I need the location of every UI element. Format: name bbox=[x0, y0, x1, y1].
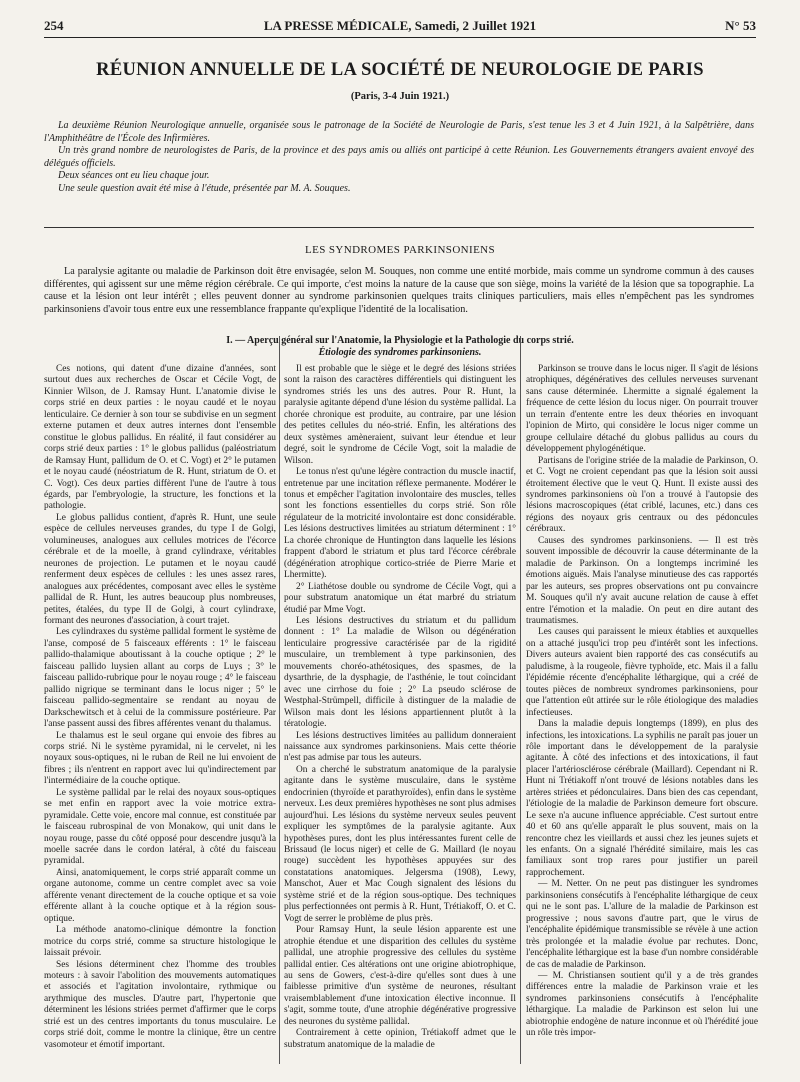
column-paragraph: Il est probable que le siège et le degré des lésions striées sont la raison des caractères différentiels qui distinguent les syndromes striés les uns des autres. Pour R. Hunt, la paralysie agitante dépend d'une lésion du système pallidal. La chorée chronique est produite, au contraire, par une lésion des petites cellules du néo-strié. Enfin, les altérations des deux systèmes amèneraient, suivant leur étendue et leur degré, soit le syndrome de Cécile Vogt, soit la maladie de Wilson. bbox=[284, 364, 516, 466]
page-number: 254 bbox=[44, 18, 64, 33]
column-paragraph: Pour Ramsay Hunt, la seule lésion apparente est une atrophie étendue et une disparition des cellules du système pallidal, une atrophie progressive des cellules du système pallidal entier. Ces altérations ont une origine abiotrophique, au sens de Gowers, c'est-à-dire qu'elles sont dues à une faiblesse primitive d'un système de neurones, résultant vraisemblablement d'une intoxication élective inconnue. Il s'agit, somme toute, d'une atrophie dégénérative progressive des neurones du système pallidal. bbox=[284, 925, 516, 1027]
subsection-heading bbox=[44, 335, 756, 359]
lead-paragraph: La paralysie agitante ou maladie de Parkinson doit être envisagée, selon M. Souques, non comme une entité morbide, mais comme un syndrome commun à des causes différentes, qui agissent sur une même région cérébrale. Ce qui importe, c'est moins la nature de la cause que son siège, moins la variété de la lésion que sa topographie. La cause et la lésion ont leur intérêt ; elles peuvent donner au syndrome parkinsonien quelques traits cliniques particuliers, mais elles n'empêchent pas les syndromes parkinsoniens d'avoir tous entre eux une ressemblance frappante qu'explique l'identité de la localisation. bbox=[44, 266, 754, 315]
column-paragraph: Dans la maladie depuis longtemps (1899), en plus des infections, les intoxications. La syphilis ne paraît pas jouer un rôle important dans le développement de la paralysie agitante. À côté des infections et des intoxications, il faut placer l'artériosclérose cérébrale (Maillard). Cependant ni R. Hunt ni Trétiakoff n'ont trouvé de lésions notables dans les artères striées et pédonculaires. Dans bien des cas cependant, l'étiologie de la maladie de Parkinson demeure fort obscure. Le sexe n'a aucune influence appréciable. C'est surtout entre 40 et 60 ans qu'elle apparaît le plus souvent, mais on la rencontre chez les vieillards et aussi chez les jeunes sujets et les enfants. On a signalé l'hérédité similaire, mais les cas familiaux sont trop rares pour justifier un pareil rapprochement. bbox=[526, 719, 758, 878]
issue-number: N° 53 bbox=[725, 18, 756, 33]
lead-block bbox=[44, 266, 754, 316]
column-paragraph: Les lésions destructives limitées au pallidum donneraient naissance aux syndromes parkinsoniens. Mais cette théorie n'est pas admise par tous les auteurs. bbox=[284, 730, 516, 764]
intro-paragraph: Un très grand nombre de neurologistes de Paris, de la province et des pays amis ou alliés ont participé à cette Réunion. Les Gouvernements étrangers avaient envoyé des délégués officiels. bbox=[44, 145, 754, 169]
column-rule bbox=[520, 336, 521, 1064]
column-paragraph: Les causes qui paraissent le mieux établies et auxquelles on a attaché jusqu'ici trop peu d'intérêt sont les infections. Divers auteurs avaient bien rapporté des cas consécutifs au paludisme, à la rougeole, fièvre typhoïde, etc. Mais il a fallu l'épidémie récente d'encéphalite léthargique, qui a créé de toutes pièces de nombreux syndromes parkinsoniens, pour que l'attention eût attirée sur le rôle étiologique des maladies infectieuses. bbox=[526, 627, 758, 718]
text-column-2 bbox=[284, 364, 516, 1051]
column-paragraph: Ces notions, qui datent d'une dizaine d'années, sont surtout dues aux recherches de Oscar et Cécile Vogt, de Kinnier Wilson, de J. Ramsay Hunt. L'anatomie divise le corps strié en deux parties : le noyau caudé et le noyau lenticulaire. Ce dernier à son tour se subdivise en un segment externe putamen et deux autres internes dont l'ensemble constitue le globus pallidus. En réalité, il faut considérer au corps strié deux parties : 1° le globus pallidus (paléostriatum de Ramsay Hunt, pallidum de O. et C. Vogt) et 2° le putamen et le noyau caudé (néostriatum de R. Hunt, striatum de O. et C. Vogt). Ces deux parties diffèrent l'une de l'autre à tous égards, par l'embryologie, la structure, les fonctions et la pathologie. bbox=[44, 364, 276, 512]
column-paragraph: Partisans de l'origine striée de la maladie de Parkinson, O. et C. Vogt ne croient cependant pas que la lésion soit aussi étroitement élective que le veut Q. Hunt. Il existe aussi des syndromes parkinsoniens où l'on a trouvé à l'autopsie des lésions macroscopiques (état criblé, lacunes, etc.) dans ces régions des noyaux gris centraux ou des pédoncules cérébraux. bbox=[526, 455, 758, 535]
article-title: RÉUNION ANNUELLE DE LA SOCIÉTÉ DE NEUROLOGIE DE PARIS bbox=[96, 60, 704, 80]
intro-paragraph: Deux séances ont eu lieu chaque jour. bbox=[58, 170, 210, 182]
intro-paragraph: La deuxième Réunion Neurologique annuelle, organisée sous le patronage de la Société de Neurologie de Paris, s'est tenue les 3 et 4 Juin 1921, à la Salpêtrière, dans l'Amphithéâtre de l'École des Infirmières. bbox=[44, 120, 754, 144]
column-paragraph: On a cherché le substratum anatomique de la paralysie agitante dans le système musculaire, dans le système endocrinien (thyroïde et parathyroïdes), enfin dans le système nerveux. Les deux premières hypothèses ne sont plus admises aujourd'hui. Les lésions du système nerveux seules peuvent expliquer les symptômes de la paralysie agitante. Aux hypothèses pures, dont les plus intéressantes furent celle de Brissaud (le locus niger) et celle de G. Maillard (le noyau rouge) succèdent les hypothèses appuyées sur des constatations anatomiques. Jelgersma (1908), Lewy, Manschot, Auer et Mac Cough signalent des lésions du système strié et de la région sous-optique. Des techniques plus perfectionnées ont permis à R. Hunt, Trétiakoff, O. et C. Vogt de serrer le problème de plus près. bbox=[284, 764, 516, 924]
column-paragraph: Le tonus n'est qu'une légère contraction du muscle inactif, entretenue par une incitation réflexe permanente. Modérer le tonus et empêcher l'agitation involontaire des muscles, telles sont les fonctions essentielles du corps strié. Son rôle régulateur de la motricité involontaire est donc considérable. Les lésions destructives limitées au striatum déterminent : 1° La chorée chronique de Huntington dans laquelle les lésions frappent d'abord le striatum et plus tard l'écorce cérébrale (dégénération atrophique cortico-striée de Pierre Marie et Lhermitte). bbox=[284, 467, 516, 581]
intro-block bbox=[44, 120, 754, 196]
column-paragraph: Les lésions destructives du striatum et du pallidum donnent : 1° La maladie de Wilson ou dégénération lenticulaire progressive caractérisée par de la rigidité musculaire, un tremblement à type parkinsonien, des mouvements choréo-athétosiques, des spasmes, de la dysarthrie, de la dysphagie, de l'asthénie, le tout coïncidant avec une cirrhose du foie ; 2° La pseudo sclérose de Westphal-Strümpell, difficile à distinguer de la maladie de Wilson mais dont les lésions appartiennent plutôt à la tératologie. bbox=[284, 615, 516, 730]
column-paragraph: Le système pallidal par le relai des noyaux sous-optiques se met enfin en rapport avec la voie motrice extra-pyramidale. Cette voie, encore mal connue, est constituée par le faisceau rubrospinal de von Monakow, qui unit dans le noyau rouge, passe du côté opposé pour descendre jusqu'à la moelle sacrée dans le cordon latéral, à côté du faisceau pyramidal. bbox=[44, 787, 276, 867]
column-paragraph: 2° Liathétose double ou syndrome de Cécile Vogt, qui a pour substratum anatomique un état marbré du striatum étudié par Mme Vogt. bbox=[284, 581, 516, 615]
subsection-line-2: Étiologie des syndromes parkinsoniens. bbox=[318, 347, 482, 358]
column-paragraph: Contrairement à cette opinion, Trétiakoff admet que le substratum anatomique de la maladie de bbox=[284, 1028, 516, 1050]
journal-title: LA PRESSE MÉDICALE, Samedi, 2 Juillet 1921 bbox=[263, 18, 537, 33]
section-title: LES SYNDROMES PARKINSONIENS bbox=[304, 244, 496, 256]
column-paragraph: Causes des syndromes parkinsoniens. — Il est très souvent impossible de découvrir la cause déterminante de la maladie de Parkinson. On a longtemps incriminé les émotions aiguës. Mais l'analyse minutieuse des cas rapportés par les auteurs, ses propres observations ont pu convaincre M. Souques qu'il n'y avait aucune relation de cause à effet entre l'émotion et la maladie. On peut en dire autant des traumatismes. bbox=[526, 535, 758, 626]
column-paragraph: Ainsi, anatomiquement, le corps strié apparaît comme un organe autonome, comme un centre complet avec sa voie afférente venant directement de la couche optique et sa voie efférente allant à la couche optique et à la région sous-optique. bbox=[44, 867, 276, 924]
text-column-3 bbox=[526, 364, 758, 1040]
subsection-line-1: I. — Aperçu général sur l'Anatomie, la Physiologie et la Pathologie du corps strié. bbox=[226, 335, 574, 346]
column-paragraph: Les cylindraxes du système pallidal forment le système de l'anse, composé de 5 faisceaux efférents : 1° le faisceau pallido-thalamique aboutissant à la couche optique ; 2° le faisceau pallido luysien allant au corps de Luys ; 3° le faisceau pallido-rubrique pour le noyau rouge ; 4° le faisceau pallido nigrique se terminant dans le locus niger ; 5° le faisceau pallido-segmentaire se rendant au noyau de Darkschewitsch et à celui de la commissure postérieure. Par l'anse passent aussi des fibres afférentes venant du thalamus. bbox=[44, 627, 276, 730]
column-paragraph: La méthode anatomo-clinique démontre la fonction motrice du corps strié, comme sa structure histologique le laissait prévoir. bbox=[44, 925, 276, 959]
column-paragraph: Le globus pallidus contient, d'après R. Hunt, une seule espèce de cellules nerveuses grandes, du type I de Golgi, volumineuses, analogues aux cellules motrices de l'écorce cérébrale et de la moelle, à grand cylindraxe, véritables neurones de projection. Le putamen et le noyau caudé renferment deux espèces de cellules : les unes assez rares, analogues aux précédentes, composant avec elles le système pallidal de R. Hunt, les autres beaucoup plus nombreuses, petites, étalées, du type II de Golgi, à court cylindraxe, formant des neurones d'association, à court trajet. bbox=[44, 512, 276, 626]
section-divider bbox=[44, 227, 754, 228]
column-paragraph: Le thalamus est le seul organe qui envoie des fibres au corps strié. Ni le système pyramidal, ni le cervelet, ni les noyaux sous-optiques, ni le ruban de Reil ne lui envoient de fibres ; ils n'entrent en rapport avec lui qu'indirectement par l'intermédiaire de la couche optique. bbox=[44, 730, 276, 787]
column-paragraph: Ses lésions déterminent chez l'homme des troubles moteurs : à savoir l'abolition des mouvements automatiques et associés et l'agitation involontaire, rythmique ou arythmique des muscles. D'autre part, l'hypertonie que déterminent les lésions striées permet d'affirmer que le corps strié est un des centres importants du tonus musculaire. Le corps strié doit, comme le montre la clinique, être un centre vasomoteur et émotif important. bbox=[44, 959, 276, 1050]
column-paragraph: Parkinson se trouve dans le locus niger. Il s'agit de lésions atrophiques, dégénératives des cellules nerveuses survenant sans cause déterminée. Lhermitte a signalé également la fréquence de cette lésion du locus niger. On pourrait trouver un terrain d'entente entre les deux théories en invoquant l'opinion de Mirto, qui considère le locus niger comme un groupe cellulaire détaché du globus pallidus au cours du développement phylogénétique. bbox=[526, 364, 758, 455]
column-paragraph: — M. Netter. On ne peut pas distinguer les syndromes parkinsoniens consécutifs à l'encéphalite léthargique de ceux qui ne le sont pas. L'allure de la maladie de Parkinson est progressive ; nous savons d'autre part, que le virus de l'encéphalite épidémique transmissible se révèle à une action très prolongée et la maladie évolue par rechutes. Donc, l'encéphalite léthargique est la base d'un nombre considérable de cas de maladie de Parkinson. bbox=[526, 879, 758, 970]
header-rule bbox=[44, 37, 756, 38]
column-rule bbox=[279, 336, 280, 1064]
running-header bbox=[44, 18, 756, 36]
intro-paragraph: Une seule question avait été mise à l'étude, présentée par M. A. Souques. bbox=[58, 182, 351, 194]
article-subtitle: (Paris, 3-4 Juin 1921.) bbox=[350, 91, 450, 102]
column-paragraph: — M. Christiansen soutient qu'il y a de très grandes différences entre la maladie de Parkinson vraie et les syndromes parkinsoniens consécutifs à l'encéphalite léthargique. La maladie de Parkinson est selon lui une abiotrophie endogène de nature inconnue et où l'hérédité joue un rôle très impor- bbox=[526, 971, 758, 1039]
text-column-1 bbox=[44, 364, 276, 1051]
